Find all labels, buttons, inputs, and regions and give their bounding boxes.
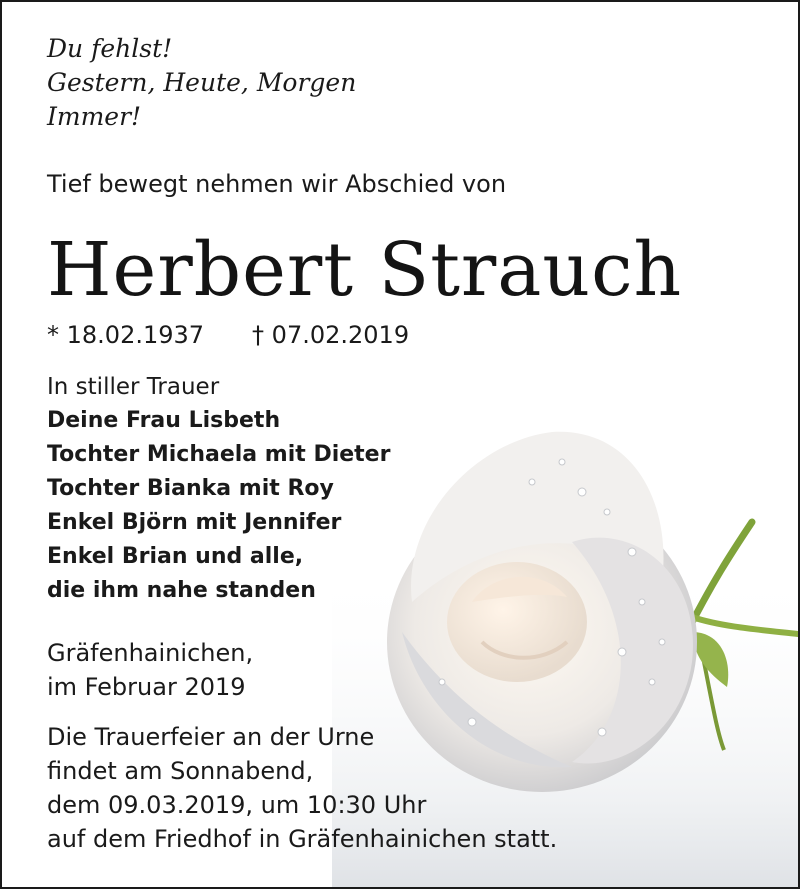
mourner-name: Deine Frau Lisbeth [47, 408, 281, 433]
mourner-name: Tochter Michaela mit Dieter [47, 442, 391, 467]
motto-line: Du fehlst! [47, 34, 173, 63]
service-line: Die Trauerfeier an der Urne [47, 723, 375, 751]
motto-line: Gestern, Heute, Morgen [47, 68, 357, 97]
mourner-name: Enkel Brian und alle, [47, 544, 304, 569]
mourners-lead: In stiller Trauer [47, 374, 220, 400]
service-info [47, 720, 557, 856]
intro-text: Tief bewegt nehmen wir Abschied von [47, 170, 507, 198]
birth-date: * 18.02.1937 [47, 321, 205, 349]
motto-line: Immer! [47, 102, 142, 131]
place-line: Gräfenhainichen, [47, 639, 254, 667]
date-line: im Februar 2019 [47, 673, 246, 701]
life-dates [47, 318, 409, 352]
service-line: findet am Sonnabend, [47, 757, 314, 785]
service-line: dem 09.03.2019, um 10:30 Uhr [47, 791, 427, 819]
mourner-name: Enkel Björn mit Jennifer [47, 510, 342, 535]
mourner-name: die ihm nahe standen [47, 578, 316, 603]
mourner-name: Tochter Bianka mit Roy [47, 476, 334, 501]
death-date: † 07.02.2019 [252, 321, 410, 349]
motto [47, 32, 356, 134]
mourners-list [47, 370, 390, 608]
place-date [47, 636, 253, 704]
service-line: auf dem Friedhof in Gräfenhainichen statt. [47, 825, 558, 853]
deceased-name: Herbert Strauch [47, 227, 683, 313]
